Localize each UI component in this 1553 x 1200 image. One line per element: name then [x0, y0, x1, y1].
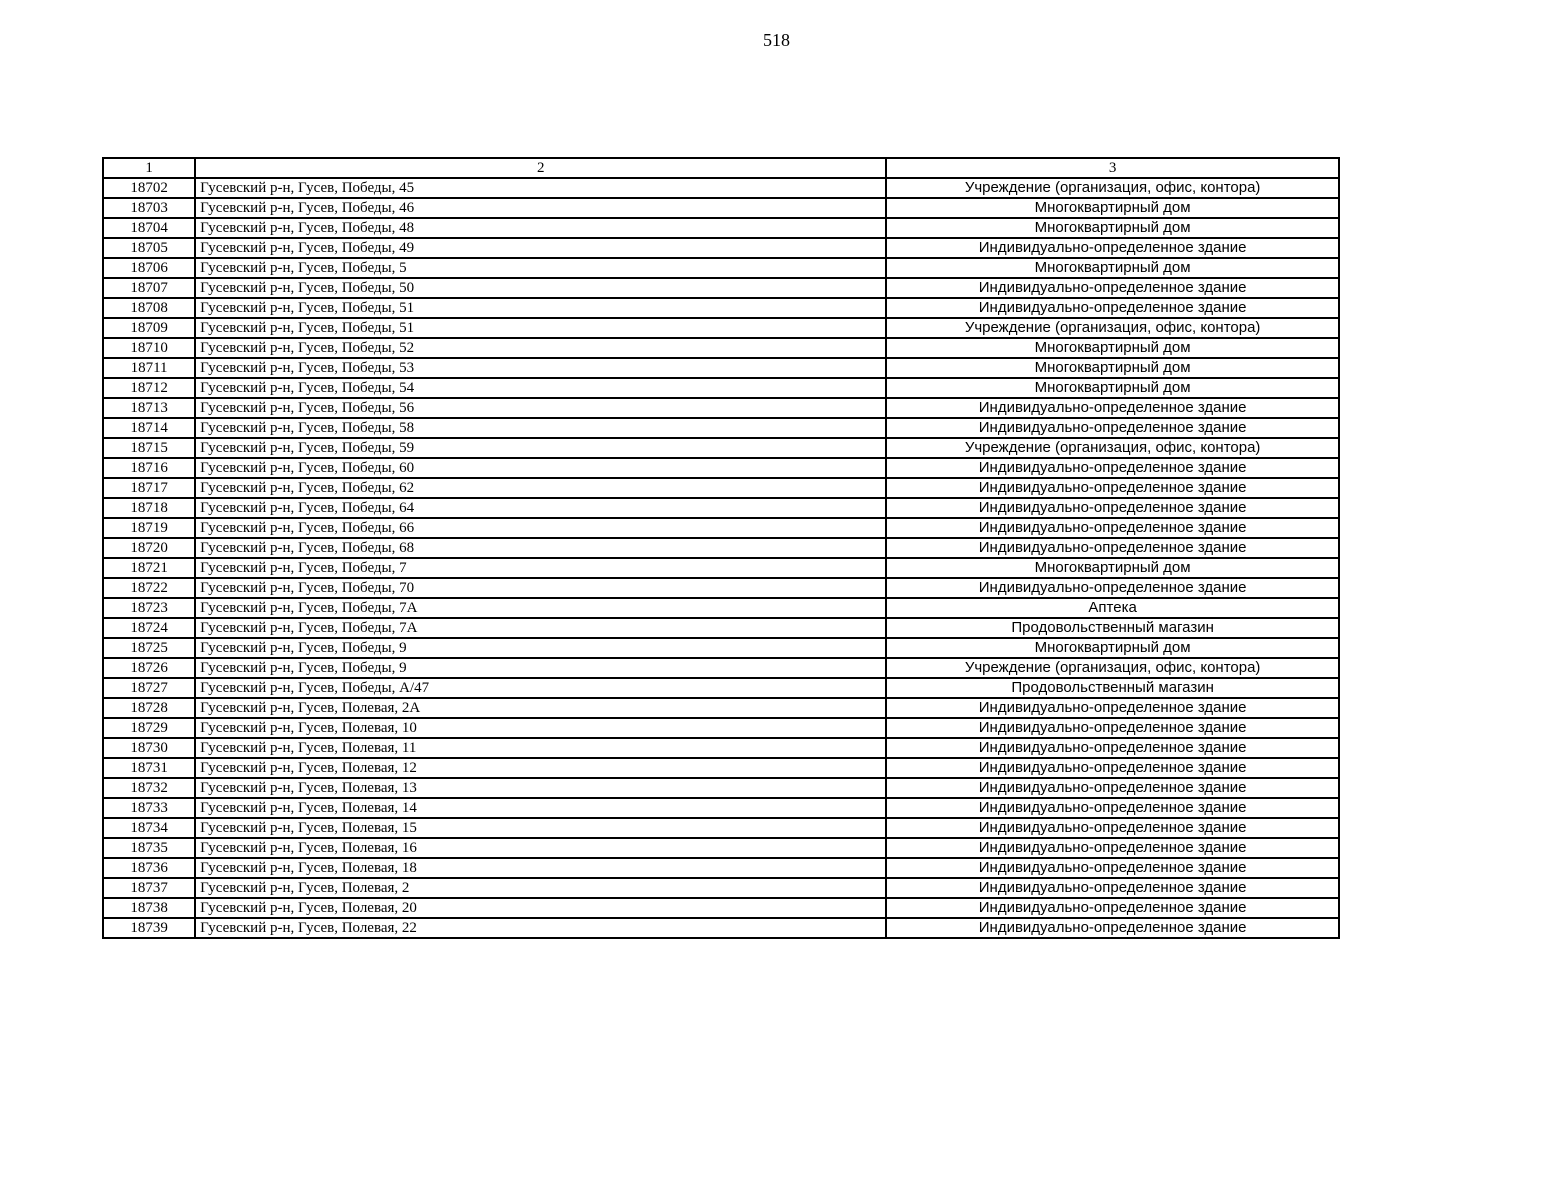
- table-row: [103, 298, 1339, 318]
- table-row: [103, 258, 1339, 278]
- row-type-cell: Многоквартирный дом: [886, 258, 1339, 278]
- row-type-cell: Индивидуально-определенное здание: [886, 458, 1339, 478]
- row-address-cell: Гусевский р-н, Гусев, Победы, 52: [195, 338, 886, 358]
- row-type-cell: Учреждение (организация, офис, контора): [886, 658, 1339, 678]
- row-type-cell: Индивидуально-определенное здание: [886, 738, 1339, 758]
- row-address-cell: Гусевский р-н, Гусев, Победы, 51: [195, 318, 886, 338]
- table-row: [103, 698, 1339, 718]
- row-address-cell: Гусевский р-н, Гусев, Победы, 62: [195, 478, 886, 498]
- row-id-cell: 18733: [103, 798, 195, 818]
- row-address-cell: Гусевский р-н, Гусев, Победы, 7А: [195, 598, 886, 618]
- row-type-cell: Многоквартирный дом: [886, 638, 1339, 658]
- table-row: [103, 618, 1339, 638]
- row-id-cell: 18728: [103, 698, 195, 718]
- table-row: [103, 558, 1339, 578]
- row-id-cell: 18709: [103, 318, 195, 338]
- table-row: [103, 238, 1339, 258]
- row-id-cell: 18707: [103, 278, 195, 298]
- row-address-cell: Гусевский р-н, Гусев, Победы, 64: [195, 498, 886, 518]
- row-type-cell: Индивидуально-определенное здание: [886, 578, 1339, 598]
- registry-table-body: [103, 158, 1339, 938]
- row-type-cell: Индивидуально-определенное здание: [886, 498, 1339, 518]
- table-row: [103, 778, 1339, 798]
- table-row: [103, 418, 1339, 438]
- row-id-cell: 18726: [103, 658, 195, 678]
- row-id-cell: 18725: [103, 638, 195, 658]
- row-address-cell: Гусевский р-н, Гусев, Полевая, 2: [195, 878, 886, 898]
- row-type-cell: Индивидуально-определенное здание: [886, 918, 1339, 938]
- table-row: [103, 198, 1339, 218]
- table-row: [103, 718, 1339, 738]
- table-row: [103, 498, 1339, 518]
- row-id-cell: 18719: [103, 518, 195, 538]
- table-row: [103, 578, 1339, 598]
- row-type-cell: Многоквартирный дом: [886, 358, 1339, 378]
- row-type-cell: Индивидуально-определенное здание: [886, 238, 1339, 258]
- table-row: [103, 798, 1339, 818]
- page-number: 518: [763, 30, 790, 50]
- row-address-cell: Гусевский р-н, Гусев, Полевая, 11: [195, 738, 886, 758]
- table-row: [103, 898, 1339, 918]
- table-row: [103, 398, 1339, 418]
- row-address-cell: Гусевский р-н, Гусев, Полевая, 13: [195, 778, 886, 798]
- table-row: [103, 218, 1339, 238]
- row-id-cell: 18708: [103, 298, 195, 318]
- table-row: [103, 318, 1339, 338]
- row-type-cell: Индивидуально-определенное здание: [886, 478, 1339, 498]
- row-address-cell: Гусевский р-н, Гусев, Победы, 9: [195, 638, 886, 658]
- row-address-cell: Гусевский р-н, Гусев, Победы, 7А: [195, 618, 886, 638]
- table-row: [103, 858, 1339, 878]
- row-id-cell: 18705: [103, 238, 195, 258]
- row-type-cell: Аптека: [886, 598, 1339, 618]
- row-id-cell: 18729: [103, 718, 195, 738]
- row-id-cell: 18731: [103, 758, 195, 778]
- row-address-cell: Гусевский р-н, Гусев, Победы, 58: [195, 418, 886, 438]
- row-type-cell: Многоквартирный дом: [886, 198, 1339, 218]
- row-address-cell: Гусевский р-н, Гусев, Полевая, 12: [195, 758, 886, 778]
- row-type-cell: Продовольственный магазин: [886, 678, 1339, 698]
- row-type-cell: Многоквартирный дом: [886, 218, 1339, 238]
- row-type-cell: Индивидуально-определенное здание: [886, 818, 1339, 838]
- row-type-cell: Индивидуально-определенное здание: [886, 778, 1339, 798]
- table-row: [103, 598, 1339, 618]
- row-address-cell: Гусевский р-н, Гусев, Полевая, 14: [195, 798, 886, 818]
- column-header-1: 1: [103, 158, 195, 178]
- row-id-cell: 18715: [103, 438, 195, 458]
- row-address-cell: Гусевский р-н, Гусев, Победы, А/47: [195, 678, 886, 698]
- table-header-row: [103, 158, 1339, 178]
- table-row: [103, 518, 1339, 538]
- row-id-cell: 18739: [103, 918, 195, 938]
- row-address-cell: Гусевский р-н, Гусев, Победы, 50: [195, 278, 886, 298]
- row-id-cell: 18736: [103, 858, 195, 878]
- row-type-cell: Индивидуально-определенное здание: [886, 898, 1339, 918]
- row-id-cell: 18738: [103, 898, 195, 918]
- row-address-cell: Гусевский р-н, Гусев, Победы, 68: [195, 538, 886, 558]
- row-id-cell: 18716: [103, 458, 195, 478]
- row-type-cell: Индивидуально-определенное здание: [886, 718, 1339, 738]
- row-type-cell: Учреждение (организация, офис, контора): [886, 438, 1339, 458]
- table-row: [103, 378, 1339, 398]
- row-type-cell: Индивидуально-определенное здание: [886, 878, 1339, 898]
- table-row: [103, 758, 1339, 778]
- row-address-cell: Гусевский р-н, Гусев, Победы, 45: [195, 178, 886, 198]
- row-address-cell: Гусевский р-н, Гусев, Победы, 9: [195, 658, 886, 678]
- row-id-cell: 18730: [103, 738, 195, 758]
- row-id-cell: 18735: [103, 838, 195, 858]
- table-row: [103, 738, 1339, 758]
- row-type-cell: Многоквартирный дом: [886, 378, 1339, 398]
- column-header-3: 3: [886, 158, 1339, 178]
- row-address-cell: Гусевский р-н, Гусев, Победы, 53: [195, 358, 886, 378]
- row-type-cell: Индивидуально-определенное здание: [886, 398, 1339, 418]
- row-id-cell: 18702: [103, 178, 195, 198]
- table-row: [103, 278, 1339, 298]
- table-row: [103, 458, 1339, 478]
- row-id-cell: 18711: [103, 358, 195, 378]
- row-type-cell: Учреждение (организация, офис, контора): [886, 178, 1339, 198]
- table-row: [103, 838, 1339, 858]
- row-type-cell: Продовольственный магазин: [886, 618, 1339, 638]
- table-row: [103, 678, 1339, 698]
- row-address-cell: Гусевский р-н, Гусев, Победы, 46: [195, 198, 886, 218]
- row-type-cell: Индивидуально-определенное здание: [886, 538, 1339, 558]
- row-id-cell: 18720: [103, 538, 195, 558]
- row-address-cell: Гусевский р-н, Гусев, Победы, 66: [195, 518, 886, 538]
- row-type-cell: Индивидуально-определенное здание: [886, 758, 1339, 778]
- table-row: [103, 538, 1339, 558]
- table-row: [103, 358, 1339, 378]
- row-type-cell: Индивидуально-определенное здание: [886, 278, 1339, 298]
- row-address-cell: Гусевский р-н, Гусев, Победы, 49: [195, 238, 886, 258]
- row-type-cell: Многоквартирный дом: [886, 558, 1339, 578]
- row-address-cell: Гусевский р-н, Гусев, Победы, 54: [195, 378, 886, 398]
- row-address-cell: Гусевский р-н, Гусев, Победы, 5: [195, 258, 886, 278]
- row-address-cell: Гусевский р-н, Гусев, Победы, 7: [195, 558, 886, 578]
- row-id-cell: 18704: [103, 218, 195, 238]
- row-address-cell: Гусевский р-н, Гусев, Победы, 70: [195, 578, 886, 598]
- row-id-cell: 18734: [103, 818, 195, 838]
- row-id-cell: 18722: [103, 578, 195, 598]
- row-address-cell: Гусевский р-н, Гусев, Победы, 60: [195, 458, 886, 478]
- row-address-cell: Гусевский р-н, Гусев, Полевая, 22: [195, 918, 886, 938]
- row-address-cell: Гусевский р-н, Гусев, Победы, 48: [195, 218, 886, 238]
- row-id-cell: 18732: [103, 778, 195, 798]
- column-header-2: 2: [195, 158, 886, 178]
- row-id-cell: 18718: [103, 498, 195, 518]
- row-address-cell: Гусевский р-н, Гусев, Победы, 51: [195, 298, 886, 318]
- row-id-cell: 18727: [103, 678, 195, 698]
- table-row: [103, 658, 1339, 678]
- row-type-cell: Индивидуально-определенное здание: [886, 698, 1339, 718]
- row-id-cell: 18710: [103, 338, 195, 358]
- row-id-cell: 18717: [103, 478, 195, 498]
- row-id-cell: 18737: [103, 878, 195, 898]
- row-type-cell: Многоквартирный дом: [886, 338, 1339, 358]
- table-row: [103, 178, 1339, 198]
- registry-table: [102, 157, 1340, 939]
- row-address-cell: Гусевский р-н, Гусев, Полевая, 15: [195, 818, 886, 838]
- row-address-cell: Гусевский р-н, Гусев, Полевая, 18: [195, 858, 886, 878]
- row-address-cell: Гусевский р-н, Гусев, Победы, 59: [195, 438, 886, 458]
- row-id-cell: 18703: [103, 198, 195, 218]
- table-row: [103, 478, 1339, 498]
- row-id-cell: 18723: [103, 598, 195, 618]
- row-type-cell: Учреждение (организация, офис, контора): [886, 318, 1339, 338]
- row-id-cell: 18706: [103, 258, 195, 278]
- row-type-cell: Индивидуально-определенное здание: [886, 798, 1339, 818]
- row-address-cell: Гусевский р-н, Гусев, Полевая, 2А: [195, 698, 886, 718]
- row-type-cell: Индивидуально-определенное здание: [886, 838, 1339, 858]
- row-id-cell: 18713: [103, 398, 195, 418]
- row-id-cell: 18712: [103, 378, 195, 398]
- row-type-cell: Индивидуально-определенное здание: [886, 858, 1339, 878]
- row-type-cell: Индивидуально-определенное здание: [886, 418, 1339, 438]
- row-address-cell: Гусевский р-н, Гусев, Победы, 56: [195, 398, 886, 418]
- table-row: [103, 438, 1339, 458]
- table-row: [103, 338, 1339, 358]
- row-id-cell: 18721: [103, 558, 195, 578]
- row-address-cell: Гусевский р-н, Гусев, Полевая, 20: [195, 898, 886, 918]
- row-address-cell: Гусевский р-н, Гусев, Полевая, 10: [195, 718, 886, 738]
- table-row: [103, 878, 1339, 898]
- table-row: [103, 918, 1339, 938]
- row-type-cell: Индивидуально-определенное здание: [886, 518, 1339, 538]
- table-row: [103, 818, 1339, 838]
- row-id-cell: 18714: [103, 418, 195, 438]
- row-type-cell: Индивидуально-определенное здание: [886, 298, 1339, 318]
- row-id-cell: 18724: [103, 618, 195, 638]
- row-address-cell: Гусевский р-н, Гусев, Полевая, 16: [195, 838, 886, 858]
- table-row: [103, 638, 1339, 658]
